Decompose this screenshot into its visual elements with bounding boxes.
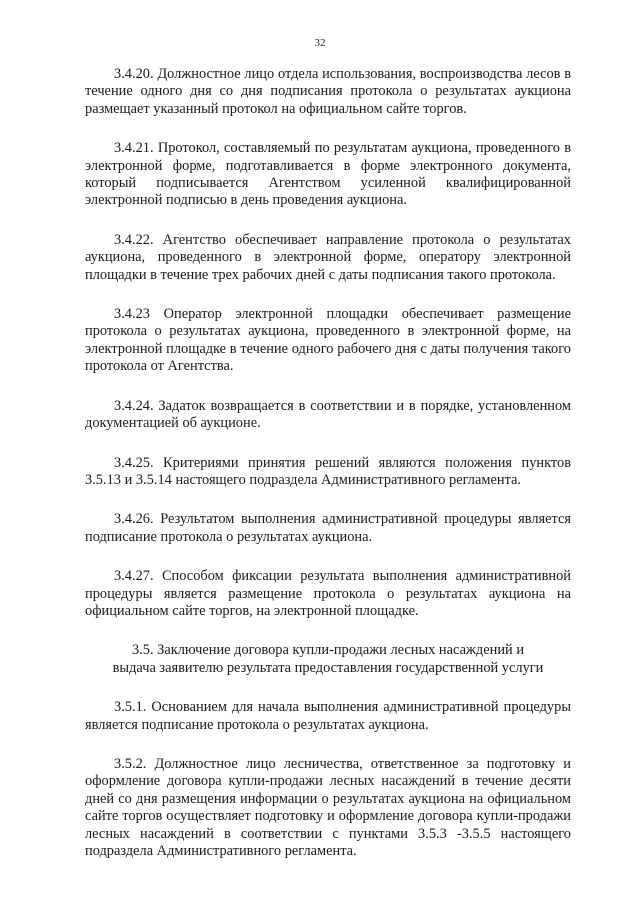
paragraph-3-4-21: 3.4.21. Протокол, составляемый по результатам аукциона, проведенного в электронной форме, подготавливается в форме электронного документа, который подписывается Агентством усиленной квалифицированной электронной подписью в день проведения аукциона. <box>85 140 571 209</box>
paragraph-3-4-27: 3.4.27. Способом фиксации результата выполнения административной процедуры является размещение протокола о результатах аукциона на официальном сайте торгов, на электронной площадке. <box>85 568 571 619</box>
paragraph-3-4-24: 3.4.24. Задаток возвращается в соответствии и в порядке, установленном документацией об аукционе. <box>85 397 571 432</box>
section-heading-3-5 <box>85 642 571 677</box>
paragraph-3-4-26: 3.4.26. Результатом выполнения административной процедуры является подписание протокола о результатах аукциона. <box>85 511 571 545</box>
paragraph-3-4-25: 3.4.25. Критериями принятия решений являются положения пунктов 3.5.13 и 3.5.14 настоящего подраздела Административного регламента. <box>85 454 571 488</box>
paragraph-3-4-22: 3.4.22. Агентство обеспечивает направление протокола о результатах аукциона, проведенного в электронной форме, оператору электронной площадки в течение трех рабочих дней с даты подписания такого протокола. <box>85 231 571 283</box>
section-heading-line-1: 3.5. Заключение договора купли-продажи лесных насаждений и <box>131 642 525 659</box>
section-heading-line-2: выдача заявителю результата предоставления государственной услуги <box>112 659 544 676</box>
page-number: 32 <box>314 37 326 49</box>
paragraph-3-4-20: 3.4.20. Должностное лицо отдела использования, воспроизводства лесов в течение одного дня со дня подписания протокола о результатах аукциона размещает указанный протокол на официальном сайте торгов. <box>85 66 571 117</box>
paragraph-3-4-23: 3.4.23 Оператор электронной площадки обеспечивает размещение протокола о результатах аукциона, проведенного в электронной форме, на электронной площадке в течение одного рабочего дня с даты получения такого протокола от Агентства. <box>85 306 571 375</box>
paragraph-3-5-1: 3.5.1. Основанием для начала выполнения административной процедуры является подписание протокола о результатах аукциона. <box>85 699 571 733</box>
paragraph-3-5-2: 3.5.2. Должностное лицо лесничества, ответственное за подготовку и оформление договора купли-продажи лесных насаждений в течение десяти дней со дня размещения информации о результатах аукциона на официальном сайте торгов осуществляет подготовку и оформление договора купли-продажи лесных насаждений в соответствии с пунктами 3.5.3 -3.5.5 настоящего подраздела Административного регламента. <box>85 755 571 859</box>
document-body <box>85 66 571 882</box>
